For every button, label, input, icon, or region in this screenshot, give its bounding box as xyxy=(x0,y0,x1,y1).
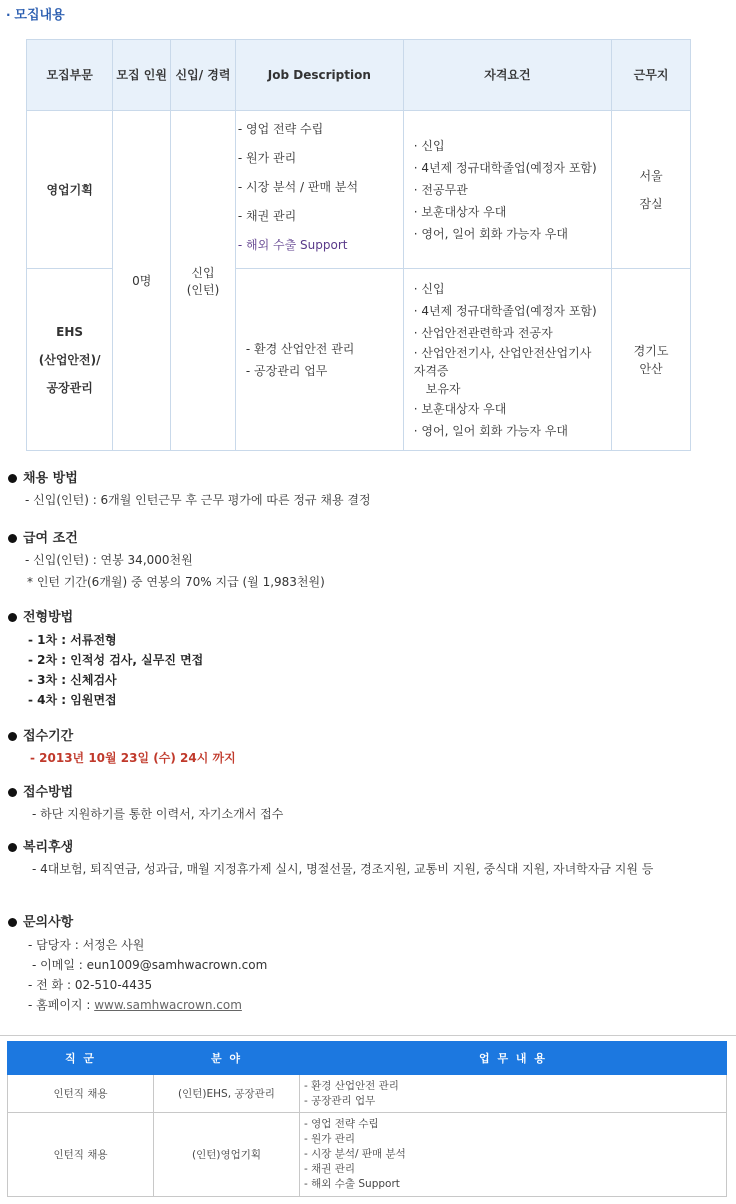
job-item: - 공장관리 업무 xyxy=(245,363,328,378)
req-item: · 4년제 정규대학졸업(예정자 포함) xyxy=(413,160,597,175)
apply-line: - 하단 지원하기를 통한 이력서, 자기소개서 접수 xyxy=(32,807,284,821)
req-item: · 4년제 정규대학졸업(예정자 포함) xyxy=(413,303,597,318)
location-ansan: 경기도 안산 xyxy=(612,269,691,451)
header-location: 근무지 xyxy=(612,40,691,111)
deadline: - 2013년 10월 23일 (수) 24시 까지 xyxy=(30,751,236,765)
req-item: · 산업안전관련학과 전공자 xyxy=(413,325,553,340)
salary-line: - 신입(인턴) : 연봉 34,000천원 xyxy=(25,553,193,567)
bullet-icon xyxy=(8,474,17,483)
job-list-ehs xyxy=(235,269,403,451)
section-title: 채용 방법 xyxy=(23,471,78,486)
process-step: - 4차 : 임원면접 xyxy=(28,693,117,707)
req-item: · 신입 xyxy=(413,281,445,296)
req-item: · 보훈대상자 우대 xyxy=(413,204,507,219)
process-step: - 3차 : 신체검사 xyxy=(28,673,117,687)
header-dept: 모집부문 xyxy=(27,40,113,111)
group-cell: 인턴직 채용 xyxy=(8,1075,154,1113)
bullet-icon xyxy=(8,732,17,741)
section-contact xyxy=(8,911,267,1015)
header-tasks: 업 무 내 용 xyxy=(300,1042,727,1075)
recruit-count: 0명 xyxy=(113,111,171,451)
section-title: 접수방법 xyxy=(23,785,74,800)
header-career: 신입/ 경력 xyxy=(171,40,236,111)
req-item: · 영어, 일어 회화 가능자 우대 xyxy=(413,226,568,241)
header-group: 직 군 xyxy=(8,1042,154,1075)
section-title: 전형방법 xyxy=(23,610,74,625)
group-cell: 인턴직 채용 xyxy=(8,1113,154,1197)
contact-email: - 이메일 : eun1009@samhwacrown.com xyxy=(32,958,268,972)
section-welfare xyxy=(8,836,653,877)
process-step: - 1차 : 서류전형 xyxy=(28,633,117,647)
contact-homepage xyxy=(28,995,267,1015)
career-type: 신입 (인턴) xyxy=(171,111,236,451)
divider xyxy=(0,1035,736,1036)
bullet: · xyxy=(6,8,11,22)
requirements-sales xyxy=(403,111,611,269)
process-step: - 2차 : 인적성 검사, 실무진 면접 xyxy=(28,653,204,667)
dept-sales-planning: 영업기획 xyxy=(27,111,113,269)
table-row xyxy=(8,1075,727,1113)
header-count: 모집 인원 xyxy=(113,40,171,111)
table-row xyxy=(8,1113,727,1197)
req-item: · 전공무관 xyxy=(413,182,468,197)
field-cell: (인턴)영업기획 xyxy=(154,1113,300,1197)
section-apply xyxy=(8,781,283,822)
contact-manager: - 담당자 : 서정은 사원 xyxy=(28,938,145,952)
header-requirements: 자격요건 xyxy=(403,40,611,111)
welfare-line: - 4대보험, 퇴직연금, 성과급, 매월 지정휴가제 실시, 명절선물, 경조지원, 교통비 지원, 중식대 지원, 자녀학자금 지원 등 xyxy=(32,862,654,876)
req-item: · 보훈대상자 우대 xyxy=(413,401,507,416)
bullet-icon xyxy=(8,918,17,927)
req-item: · 영어, 일어 회화 가능자 우대 xyxy=(413,423,568,438)
bullet-icon xyxy=(8,534,17,543)
page-title: 모집내용 xyxy=(14,8,65,23)
field-cell: (인턴)EHS, 공장관리 xyxy=(154,1075,300,1113)
req-item: · 신입 xyxy=(413,138,445,153)
header-job-description: Job Description xyxy=(235,40,403,111)
salary-note: * 인턴 기간(6개월) 중 연봉의 70% 지급 (월 1,983천원) xyxy=(27,575,325,589)
req-item: 자격증 xyxy=(413,363,449,378)
job-item: - 해외 수출 Support xyxy=(237,238,348,252)
section-title: 급여 조건 xyxy=(23,531,78,546)
location-seoul: 서울 잠실 xyxy=(612,111,691,269)
job-item: - 영업 전략 수립 xyxy=(237,122,324,136)
bullet-icon xyxy=(8,843,17,852)
dept-ehs: EHS (산업안전)/ 공장관리 xyxy=(27,269,113,451)
header-field: 분 야 xyxy=(154,1042,300,1075)
homepage-label: - 홈페이지 : xyxy=(28,998,95,1012)
job-item: - 환경 산업안전 관리 xyxy=(245,341,355,356)
recruitment-table xyxy=(26,39,691,451)
requirements-ehs xyxy=(403,269,611,451)
req-item: · 산업안전기사, 산업안전산업기사 xyxy=(413,345,592,360)
tasks-cell: - 환경 산업안전 관리 - 공장관리 업무 xyxy=(300,1075,727,1113)
section-title: 접수기간 xyxy=(23,729,74,744)
bullet-icon xyxy=(8,788,17,797)
contact-phone: - 전 화 : 02-510-4435 xyxy=(28,978,153,992)
job-list-sales xyxy=(235,111,403,269)
section-salary xyxy=(8,527,325,590)
section-hire xyxy=(8,467,371,508)
job-item: - 채권 관리 xyxy=(237,209,297,223)
section-process xyxy=(8,606,203,710)
section-period xyxy=(8,725,236,766)
tasks-cell: - 영업 전략 수립 - 원가 관리 - 시장 분석/ 판매 분석 - 채권 관리 - 해외 수출 Support xyxy=(300,1113,727,1197)
section-title: 문의사항 xyxy=(23,915,74,930)
job-item: - 시장 분석 / 판매 분석 xyxy=(237,180,359,194)
section-header xyxy=(6,4,65,23)
job-item: - 원가 관리 xyxy=(237,151,297,165)
homepage-link[interactable]: www.samhwacrown.com xyxy=(94,998,242,1012)
hire-line: - 신입(인턴) : 6개월 인턴근무 후 근무 평가에 따른 정규 채용 결정 xyxy=(25,493,371,507)
summary-table xyxy=(7,1041,727,1197)
bullet-icon xyxy=(8,613,17,622)
section-title: 복리후생 xyxy=(23,840,74,855)
req-item: 보유자 xyxy=(425,381,461,396)
